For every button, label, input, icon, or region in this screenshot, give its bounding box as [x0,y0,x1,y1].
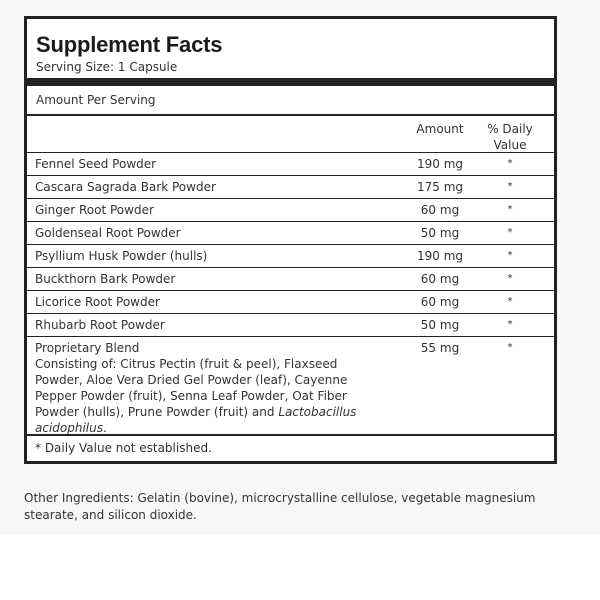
ingredient-daily-value: * [507,204,513,215]
blend-probiotic: Lactobacillus acidophilus [35,405,357,435]
blend-ingredients: Consisting of: Citrus Pectin (fruit & peel), Flaxseed Powder, Aloe Vera Dried Gel Powder (leaf), Cayenne Pepper Powder (fruit), Senna Leaf Powder, Oat Fiber Powder (hulls), Prune Powder (fruit) and [35,357,348,419]
ingredient-amount: 190 mg [416,157,464,171]
ingredient-daily-value: * [507,158,513,169]
ingredient-name: Buckthorn Bark Powder [35,272,176,286]
thick-divider [27,78,554,86]
ingredient-row [27,245,554,268]
panel-title: Supplement Facts [36,32,223,57]
ingredient-name: Rhubarb Root Powder [35,318,165,332]
ingredient-amount: 175 mg [416,180,464,194]
blend-period: . [103,421,107,435]
ingredient-name: Licorice Root Powder [35,295,160,309]
ingredient-amount: 60 mg [420,295,460,309]
ingredient-daily-value: * [507,319,513,330]
amount-column-header: Amount [416,122,464,136]
ingredient-amount: 60 mg [420,272,460,286]
daily-value-column-header [477,121,543,153]
ingredient-amount: 50 mg [420,318,460,332]
ingredient-row [27,153,554,176]
daily-value-header-line2: Value [493,138,527,152]
ingredient-name: Cascara Sagrada Bark Powder [35,180,216,194]
blend-name: Proprietary Blend [35,341,140,355]
ingredient-row [27,222,554,245]
serving-size: Serving Size: 1 Capsule [36,60,178,74]
blend-daily-value: * [507,342,513,353]
ingredient-row [27,176,554,199]
daily-value-header-line1: % Daily [487,122,533,136]
ingredient-daily-value: * [507,296,513,307]
ingredient-name: Psyllium Husk Powder (hulls) [35,249,208,263]
proprietary-blend-row [27,337,554,436]
footnote: * Daily Value not established. [35,441,212,455]
ingredient-amount: 60 mg [420,203,460,217]
ingredient-daily-value: * [507,181,513,192]
ingredient-row [27,314,554,337]
ingredient-name: Fennel Seed Powder [35,157,157,171]
ingredient-daily-value: * [507,273,513,284]
ingredient-name: Ginger Root Powder [35,203,154,217]
blend-amount: 55 mg [420,341,460,355]
ingredient-amount: 50 mg [420,226,460,240]
ingredient-row [27,291,554,314]
ingredient-daily-value: * [507,250,513,261]
ingredient-row [27,268,554,291]
supplement-facts-panel [24,16,557,464]
column-header-row [27,116,554,153]
ingredient-amount: 190 mg [416,249,464,263]
amount-per-serving: Amount Per Serving [27,86,554,116]
other-ingredients: Other Ingredients: Gelatin (bovine), microcrystalline cellulose, vegetable magnesium stearate, and silicon dioxide. [24,491,536,522]
ingredient-row [27,199,554,222]
ingredient-name: Goldenseal Root Powder [35,226,181,240]
ingredient-daily-value: * [507,227,513,238]
